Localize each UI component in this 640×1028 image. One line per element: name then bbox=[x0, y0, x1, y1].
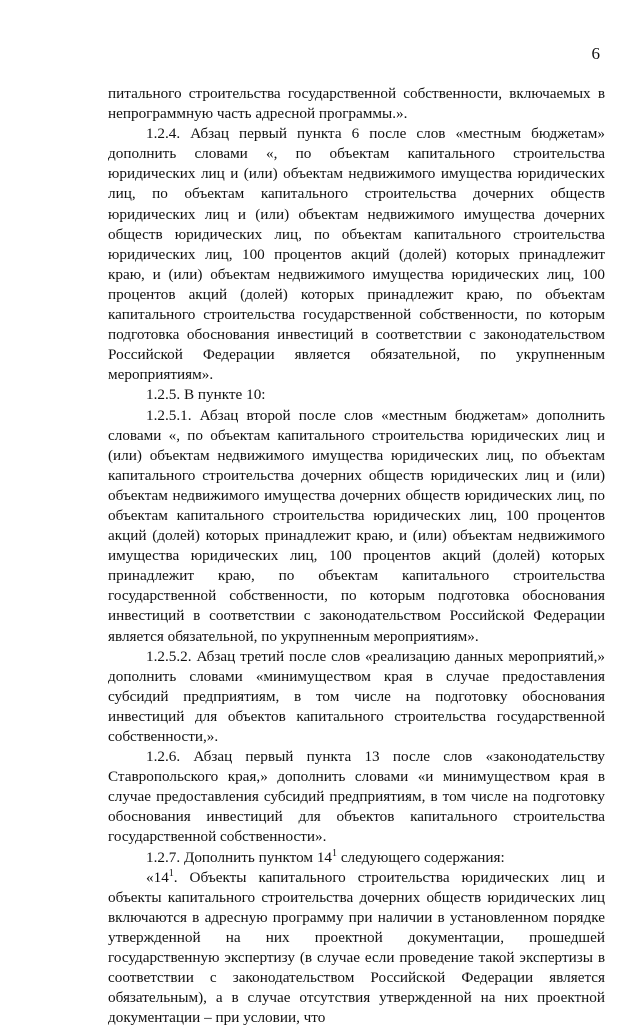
superscript: 1 bbox=[168, 867, 174, 879]
paragraph-1-2-7 bbox=[108, 848, 605, 868]
paragraph-1-2-5-1: 1.2.5.1. Абзац второй после слов «местным бюджетам» дополнить словами «, по объектам капитального строительства юридических лиц и (или) объектам недвижимого имущества юридических лиц, по объектам капитального строительства дочерних обществ юридических лиц и (или) объектам недвижимого имущества дочерних обществ юридических лиц, по объектам капитального строительства юридических лиц, 100 процентов акций (долей) которых принадлежит краю, и (или) объектам недвижимого имущества юридических лиц, 100 процентов акций (долей) которых принадлежит краю, по объектам капитального строительства государственной собственности, по которым подготовка обоснования инвестиций в соответствии с законодательством Российской Федерации является обязательной, по укрупненным мероприятиям». bbox=[108, 406, 605, 645]
paragraph-1-2-4: 1.2.4. Абзац первый пункта 6 после слов «местным бюджетам» дополнить словами «, по объектам капитального строительства юридических лиц и (или) объектам недвижимого имущества юридических лиц, по объектам капитального строительства дочерних обществ юридических лиц и (или) объектам недвижимого имущества дочерних обществ юридических лиц, по объектам капитального строительства юридических лиц, 100 процентов акций (долей) которых принадлежит краю, и (или) объектам недвижимого имущества юридических лиц, 100 процентов акций (долей) которых принадлежит краю, по объектам капитального строительства государственной собственности, по которым подготовка обоснования инвестиций в соответствии с законодательством Российской Федерации является обязательной, по укрупненным мероприятиям». bbox=[108, 125, 605, 384]
paragraph-14-1-number: «14 bbox=[146, 868, 169, 886]
paragraph-1-2-7-text-end: следующего содержания: bbox=[337, 848, 505, 866]
paragraph-1-2-5: 1.2.5. В пункте 10: bbox=[146, 386, 266, 404]
paragraph-1-2-5-2: 1.2.5.2. Абзац третий после слов «реализацию данных мероприятий,» дополнить словами «минимуществом края в случае предоставления субсидий предприятиям, в том числе на подготовку обоснования инвестиций для объектов капитального строительства государственной собственности,». bbox=[108, 647, 605, 745]
paragraph-1-2-7-text: 1.2.7. Дополнить пунктом 14 bbox=[146, 848, 333, 866]
paragraph-1-2-6: 1.2.6. Абзац первый пункта 13 после слов «законодательству Ставропольского края,» дополнить словами «и минимуществом края в случае предоставления субсидий предприятиям, в том числе на подготовку обоснования инвестиций для объектов капитального строительства государственной собственности». bbox=[108, 748, 605, 846]
paragraph-14-1-text: . Объекты капитального строительства юридических лиц и объекты капитального строительства дочерних обществ юридических лиц включаются в адресную программу при наличии в установленном порядке утвержденной на них проектной документации, прошедшей государственную экспертизу (в случае если проведение такой экспертизы в соответствии с законодательством Российской Федерации является обязательным), а в случае отсутствия утвержденной на них проектной документации – при условии, что bbox=[108, 868, 605, 1027]
paragraph-continuation: питального строительства государственной собственности, включаемых в непрограммную часть адресной программы.». bbox=[108, 85, 605, 123]
page-number: 6 bbox=[591, 44, 600, 63]
paragraph-14-1 bbox=[108, 868, 605, 1028]
document-body bbox=[108, 84, 605, 1028]
superscript: 1 bbox=[332, 847, 338, 859]
